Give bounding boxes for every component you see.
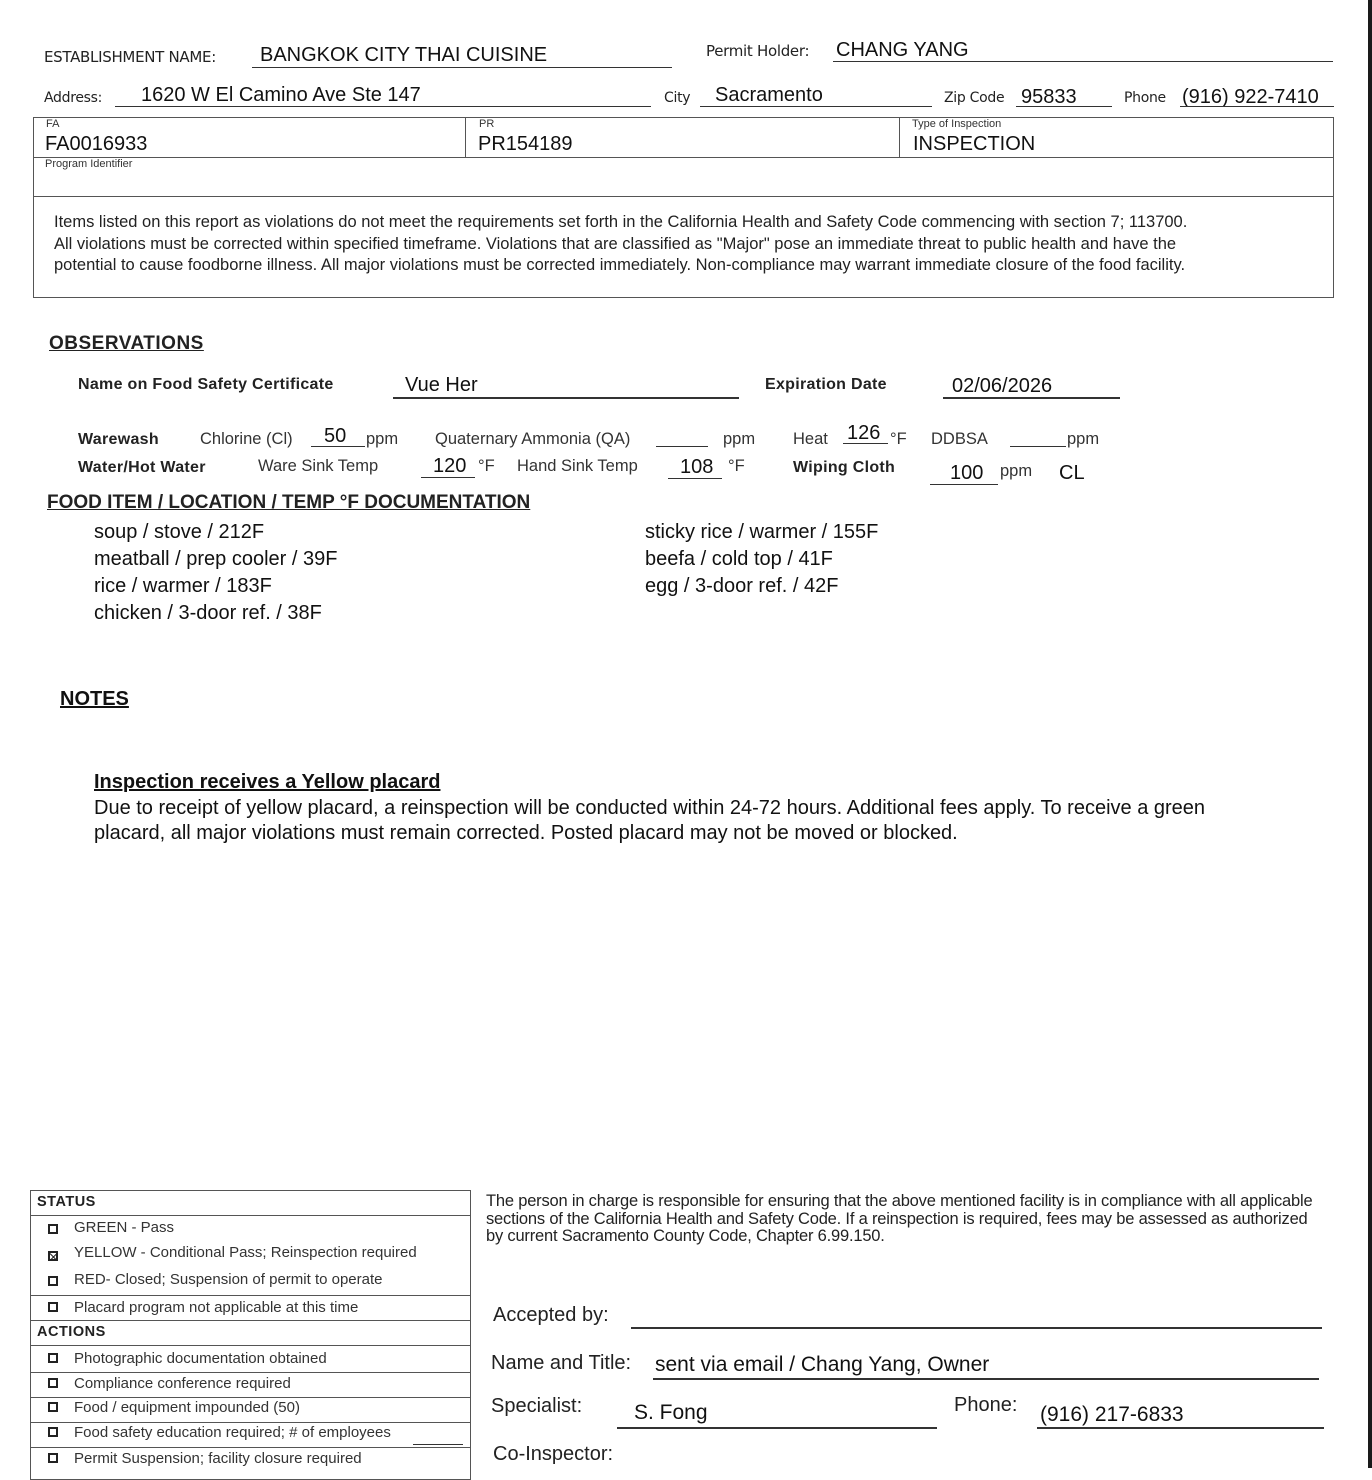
notes-heading: NOTES: [60, 688, 129, 710]
ware-sink-temp-value[interactable]: 120: [433, 455, 467, 477]
notice-line: All violations must be corrected within specified timeframe. Violations that are classified as "Major" pose an immediate threat to public health and have the: [54, 234, 1177, 253]
action-label: Food safety education required; # of employees: [74, 1424, 391, 1441]
hand-sink-temp-unit: °F: [728, 457, 745, 475]
page-edge: [1368, 0, 1372, 1468]
hand-sink-temp-line: [668, 478, 722, 479]
chlorine-line: [311, 446, 365, 447]
status-option-label: GREEN - Pass: [74, 1219, 175, 1236]
checkbox-icon[interactable]: [48, 1302, 58, 1312]
specialist-phone-label: Phone:: [954, 1394, 1018, 1416]
establishment-name-line: [252, 67, 672, 68]
wiping-cloth-line: [930, 484, 998, 485]
chlorine-value[interactable]: 50: [324, 425, 347, 447]
actions-divider: [31, 1320, 470, 1321]
city-line: [700, 106, 932, 107]
fa-value[interactable]: FA0016933: [45, 133, 148, 155]
quaternary-ammonia-unit: ppm: [723, 430, 756, 448]
status-divider: [31, 1215, 470, 1216]
status-option-label: YELLOW - Conditional Pass; Reinspection required: [74, 1244, 417, 1261]
notice-line: potential to cause foodborne illness. All major violations must be corrected immediately. Non-compliance may warrant immediate closure of the food facility.: [54, 256, 1186, 274]
phone-value[interactable]: (916) 922-7410: [1182, 86, 1319, 108]
water-hot-water-label: Water/Hot Water: [78, 459, 206, 476]
hand-sink-temp-label: Hand Sink Temp: [517, 457, 638, 475]
food-temp-list-right: [645, 519, 878, 600]
ddbsa-line: [1010, 446, 1066, 447]
responsibility-disclaimer: The person in charge is responsible for ensuring that the above mentioned facility is in compliance with all applicable sections of the California Health and Safety Code. If a reinspection is required, fees may be assessed as authorized by current Sacramento County Code, Chapter 6.99.150.: [486, 1192, 1313, 1245]
food-safety-cert-value[interactable]: Vue Her: [405, 374, 478, 396]
food-temp-item: meatball / prep cooler / 39F: [94, 548, 338, 570]
expiration-date-line: [943, 397, 1120, 399]
pr-value[interactable]: PR154189: [478, 133, 573, 155]
food-temp-item: beefa / cold top / 41F: [645, 548, 833, 570]
quaternary-ammonia-label: Quaternary Ammonia (QA): [435, 430, 631, 448]
establishment-name-value[interactable]: BANGKOK CITY THAI CUISINE: [260, 44, 548, 66]
status-divider: [31, 1295, 470, 1296]
name-title-label: Name and Title:: [491, 1352, 632, 1374]
status-actions-box: [30, 1190, 471, 1480]
ware-sink-temp-line: [421, 477, 475, 478]
zip-code-line: [1016, 106, 1112, 107]
checkbox-icon[interactable]: [48, 1378, 58, 1388]
specialist-value[interactable]: S. Fong: [634, 1401, 708, 1424]
pr-label: PR: [479, 118, 495, 130]
employee-count-line: [413, 1444, 463, 1445]
ddbsa-label: DDBSA: [931, 430, 988, 448]
permit-holder-label: Permit Holder:: [706, 42, 810, 60]
chlorine-unit: ppm: [366, 430, 399, 448]
actions-divider: [31, 1345, 470, 1346]
actions-divider: [31, 1397, 470, 1398]
actions-divider: [31, 1447, 470, 1448]
name-title-line: [653, 1378, 1319, 1380]
action-label: Permit Suspension; facility closure required: [74, 1450, 362, 1467]
inspection-type-label: Type of Inspection: [912, 118, 1002, 130]
wiping-cloth-value[interactable]: 100: [950, 462, 984, 484]
status-option-label: Placard program not applicable at this time: [74, 1299, 359, 1316]
specialist-line: [617, 1427, 937, 1429]
accepted-by-line: [631, 1327, 1322, 1329]
fa-pr-divider: [465, 117, 466, 157]
chlorine-label: Chlorine (Cl): [200, 430, 293, 448]
checkbox-icon[interactable]: [48, 1453, 58, 1463]
inspection-type-value[interactable]: INSPECTION: [913, 133, 1036, 155]
heat-line: [843, 443, 888, 444]
id-row-divider: [33, 157, 1334, 158]
expiration-date-label: Expiration Date: [765, 376, 887, 393]
permit-holder-value[interactable]: CHANG YANG: [836, 39, 969, 61]
name-title-value[interactable]: sent via email / Chang Yang, Owner: [655, 1353, 990, 1376]
food-temp-item: rice / warmer / 183F: [94, 575, 272, 597]
actions-divider: [31, 1422, 470, 1423]
program-row-divider: [33, 196, 1334, 197]
specialist-phone-line: [1037, 1427, 1324, 1429]
ware-sink-temp-label: Ware Sink Temp: [258, 457, 379, 475]
action-label: Photographic documentation obtained: [74, 1350, 327, 1367]
specialist-phone-value[interactable]: (916) 217-6833: [1040, 1403, 1184, 1426]
zip-code-label: Zip Code: [944, 90, 1005, 106]
food-temp-item: egg / 3-door ref. / 42F: [645, 575, 839, 597]
food-safety-cert-line: [393, 397, 739, 399]
checkbox-icon[interactable]: [48, 1353, 58, 1363]
specialist-label: Specialist:: [491, 1395, 583, 1417]
food-temp-item: chicken / 3-door ref. / 38F: [94, 602, 322, 624]
action-label: Food / equipment impounded (50): [74, 1399, 300, 1416]
checkbox-icon[interactable]: [48, 1224, 58, 1234]
accepted-by-label: Accepted by:: [493, 1304, 609, 1326]
status-option-label: RED- Closed; Suspension of permit to operate: [74, 1271, 383, 1288]
checkbox-icon[interactable]: [48, 1276, 58, 1286]
actions-heading: ACTIONS: [37, 1324, 106, 1340]
city-label: City: [664, 90, 691, 106]
heat-unit: °F: [890, 430, 907, 448]
checkbox-icon[interactable]: [48, 1402, 58, 1412]
violation-notice: [54, 212, 1187, 277]
food-temp-list-left: [94, 519, 337, 627]
notes-placard-heading: Inspection receives a Yellow placard: [94, 771, 441, 793]
address-label: Address:: [44, 90, 103, 106]
establishment-name-label: ESTABLISHMENT NAME:: [44, 48, 216, 66]
heat-value[interactable]: 126: [847, 422, 881, 444]
status-heading: STATUS: [37, 1194, 96, 1210]
hand-sink-temp-value[interactable]: 108: [680, 456, 714, 478]
address-line: [115, 106, 651, 107]
program-identifier-label: Program Identifier: [45, 158, 133, 170]
phone-line: [1180, 106, 1334, 107]
action-label: Compliance conference required: [74, 1375, 291, 1392]
fa-label: FA: [46, 118, 60, 130]
checkbox-checked-icon[interactable]: [48, 1251, 58, 1261]
phone-label: Phone: [1124, 90, 1166, 106]
warewash-label: Warewash: [78, 431, 159, 448]
wiping-cloth-sanitizer-type[interactable]: CL: [1059, 462, 1085, 484]
expiration-date-value[interactable]: 02/06/2026: [952, 375, 1053, 397]
co-inspector-label: Co-Inspector:: [493, 1443, 614, 1465]
wiping-cloth-label: Wiping Cloth: [793, 459, 896, 476]
quaternary-ammonia-line: [656, 446, 708, 447]
zip-code-value[interactable]: 95833: [1021, 86, 1077, 108]
actions-divider: [31, 1372, 470, 1373]
ware-sink-temp-unit: °F: [478, 457, 495, 475]
checkbox-icon[interactable]: [48, 1427, 58, 1437]
pr-type-divider: [899, 117, 900, 157]
observations-heading: OBSERVATIONS: [49, 333, 204, 354]
notice-line: Items listed on this report as violations do not meet the requirements set forth in the California Health and Safety Code commencing with section 7; 113700.: [54, 213, 1188, 231]
food-temp-heading: FOOD ITEM / LOCATION / TEMP °F DOCUMENTATION: [47, 492, 531, 513]
heat-label: Heat: [793, 430, 828, 448]
permit-holder-line: [833, 61, 1333, 62]
food-temp-item: sticky rice / warmer / 155F: [645, 521, 879, 543]
food-safety-cert-label: Name on Food Safety Certificate: [78, 376, 334, 393]
notes-placard-body: Due to receipt of yellow placard, a reinspection will be conducted within 24-72 hours. Additional fees apply. To receive a green placard, all major violations must remain corrected. Posted placard may not be moved or blocked.: [94, 797, 1206, 844]
wiping-cloth-unit: ppm: [1000, 462, 1033, 480]
address-value[interactable]: 1620 W El Camino Ave Ste 147: [141, 84, 421, 106]
city-value[interactable]: Sacramento: [715, 84, 823, 106]
food-temp-item: soup / stove / 212F: [94, 521, 265, 543]
ddbsa-unit: ppm: [1067, 430, 1100, 448]
